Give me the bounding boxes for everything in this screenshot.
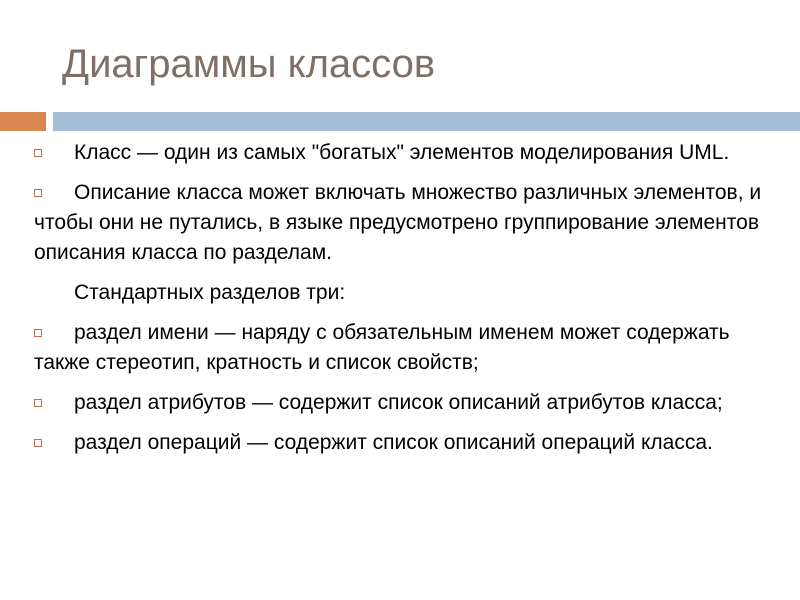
title-divider-bar [53, 112, 800, 131]
bullet-text: раздел атрибутов — содержит список описаний атрибутов класса; [74, 391, 723, 414]
bullet-text: Класс — один из самых "богатых" элементов моделирования UML. [74, 141, 730, 164]
square-bullet-icon [34, 329, 42, 337]
bullet-item-class-description [34, 178, 774, 268]
square-bullet-icon [34, 399, 42, 407]
square-bullet-icon [34, 439, 42, 447]
bullet-item-attributes-section [34, 388, 774, 418]
bullet-text: раздел имени — наряду с обязательным именем может содержать также стереотип, кратность и список свойств; [34, 321, 730, 374]
bullet-item-operations-section [34, 428, 774, 458]
bullet-text: Описание класса может включать множество различных элементов, и чтобы они не путались, в языке предусмотрено группирование элементов описания класса по разделам. [34, 181, 762, 264]
slide-body [34, 138, 774, 468]
title-accent-bar [0, 112, 46, 131]
slide-title: Диаграммы классов [62, 42, 436, 86]
bullet-item-name-section [34, 318, 774, 378]
square-bullet-icon [34, 149, 42, 157]
paragraph-standard-sections [34, 278, 774, 308]
bullet-text: раздел операций — содержит список описаний операций класса. [74, 431, 713, 454]
bullet-item-class-definition [34, 138, 774, 168]
paragraph-text: Стандартных разделов три: [74, 281, 346, 304]
square-bullet-icon [34, 189, 42, 197]
